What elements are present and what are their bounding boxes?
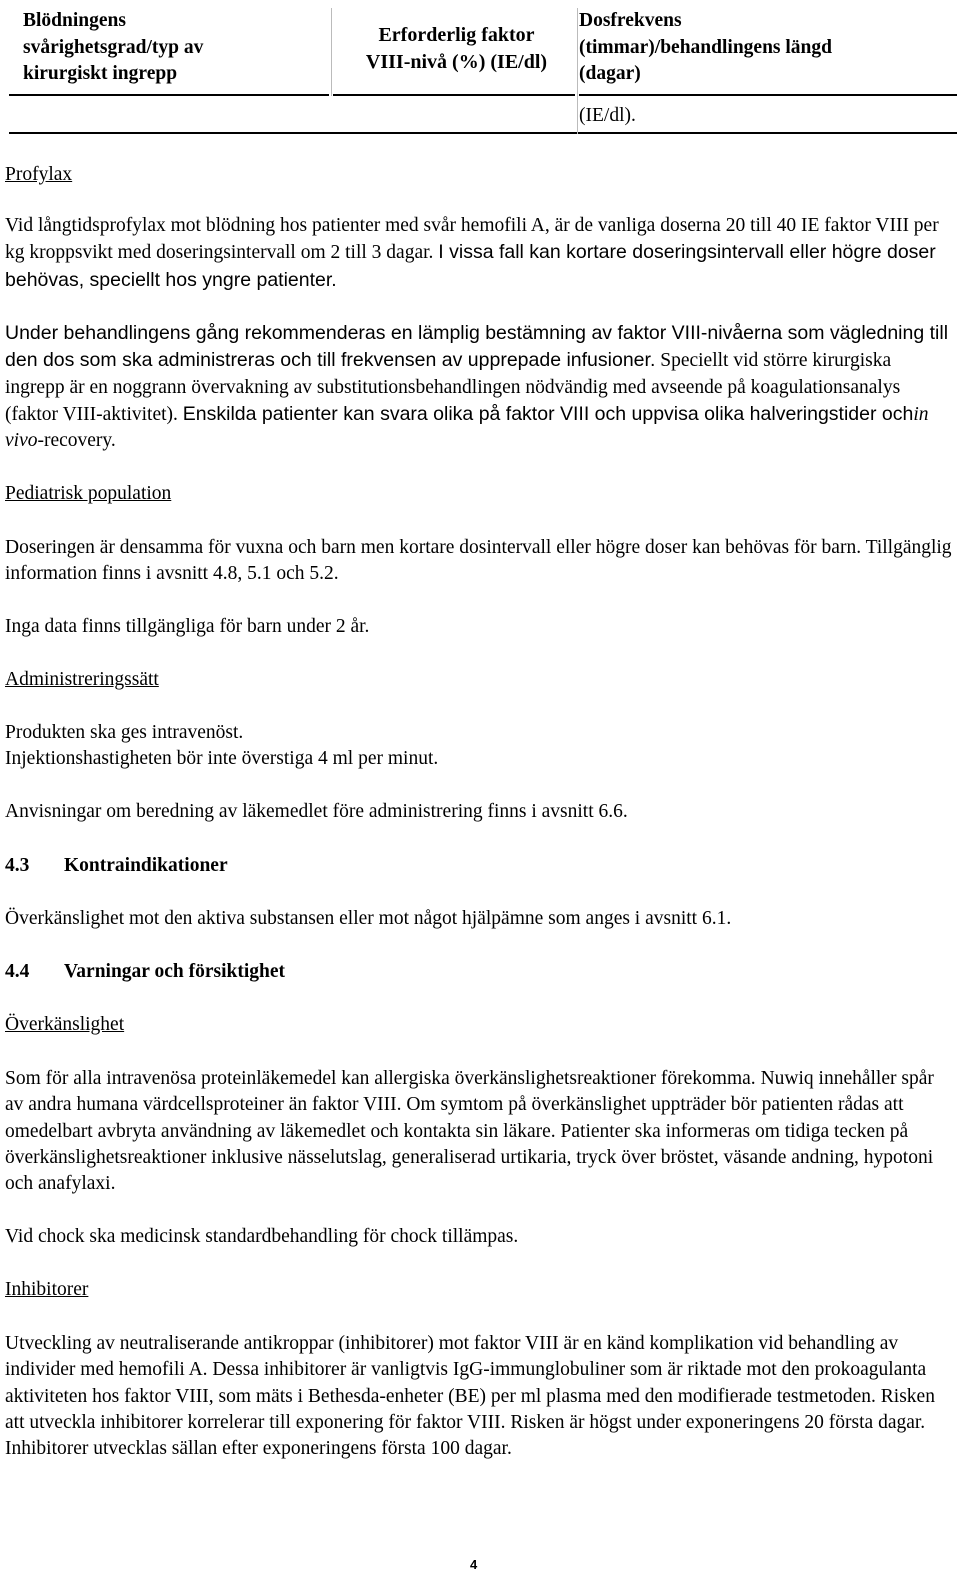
paragraph-inhibitorer: Utveckling av neutraliserande antikroppar (inhibitorer) mot faktor VIII är en känd komplikation vid behandling av individer med hemofili A. Dessa inhibitorer är vanligtvis IgG-immunglobuliner som är riktade mot den prokoagulanta aktiviteten hos faktor VIII, som mäts i Bethesda-enheter (BE) per ml plasma med den modifierade testmetoden. Risken att utveckla inhibitorer korrelerar till exponering för faktor VIII. Risken är högst under exponeringens 20 första dagar. Inhibitorer utvecklas sällan efter exponeringens första 100 dagar. (5, 1333, 935, 1460)
col2-line2: VIII-nivå (%) (IE/dl) (365, 50, 548, 73)
text-sans: I vissa fall kan kortare doseringsintervall eller högre doser behövas, speciellt hos yngre patienter. (5, 241, 936, 291)
section-heading-4-3 (5, 853, 955, 879)
col1-line1: Blödningens (23, 10, 126, 31)
text-sans: Under behandlingens gång rekommenderas en lämplig bestämning av faktor VIII-nivåerna som vägledning till den dos som ska administreras och till frekvensen av upprepade infusioner. (5, 322, 949, 372)
text: Speciellt vid större kirurgiska ingrepp är en noggrann övervakning av substitutionsbehandlingen nödvändig med avseende på koagulationsanalys (faktor VIII-aktivitet). (5, 350, 901, 425)
section-heading-4-4 (5, 959, 955, 985)
paragraph-admin-2: Anvisningar om beredning av läkemedlet före administrering finns i avsnitt 6.6. (5, 801, 628, 822)
text: Patienter ska informeras om tidiga tecken på överkänslighetsreaktioner inklusive nässelutslag, generaliserad urtikaria, tryck över bröstet, väsande andning, hypotoni och anafylaxi. (5, 1120, 934, 1195)
heading-profylax: Profylax (5, 164, 73, 185)
heading-administreringssatt: Administreringssätt (5, 669, 159, 690)
section-title: Kontraindikationer (64, 855, 228, 876)
heading-overkanslighet: Överkänslighet (5, 1014, 125, 1035)
section-title: Varningar och försiktighet (64, 961, 286, 982)
text: Som för alla intravenösa proteinläkemedel kan allergiska överkänslighetsreaktioner förekomma. (5, 1068, 756, 1089)
paragraph-profylax-1 (5, 213, 955, 294)
col-header-severity (23, 8, 333, 88)
col-header-factor-level (334, 22, 579, 75)
col-header-dose-frequency (579, 8, 949, 88)
col3-line3: (dagar) (579, 63, 641, 84)
paragraph-pediatrisk-1: Doseringen är densamma för vuxna och barn men kortare dosintervall eller högre doser kan behövas för barn. Tillgänglig information finns i avsnitt 4.8, 5.1 och 5.2. (5, 537, 952, 585)
text-sans: Enskilda patienter kan svara olika på faktor VIII och uppvisa olika halveringstider och (182, 402, 914, 425)
table-rule-bottom (9, 132, 957, 134)
table-rule (9, 94, 329, 96)
heading-inhibitorer: Inhibitorer (5, 1279, 89, 1300)
col2-line1: Erforderlig faktor (378, 24, 535, 46)
page-number: 4 (470, 1557, 478, 1572)
paragraph-profylax-2 (5, 320, 955, 454)
table-divider (331, 8, 332, 96)
admin-line2: Injektionshastigheten bör inte överstiga 4 ml per minut. (5, 748, 439, 770)
section-number: 4.4 (5, 961, 30, 982)
table-rule (579, 94, 957, 96)
paragraph-kontraindikationer: Överkänslighet mot den aktiva substansen eller mot något hjälpämne som anges i avsnitt 6.1. (5, 908, 732, 929)
table-rule (333, 94, 575, 96)
paragraph-pediatrisk-2: Inga data finns tillgängliga för barn under 2 år. (5, 616, 370, 637)
text: Vid långtidsprofylax mot blödning hos patienter med svår hemofili A, är de vanliga doserna 20 till 40 IE faktor VIII per kg kroppsvikt med doseringsintervall om 2 till 3 dagar. (5, 215, 939, 264)
text: Nuwiq innehåller spår av andra humana värdcellsproteiner än faktor VIII. Om symtom på överkänslighet uppträder bör patienten rådas att omedelbart avbryta användning av läkemedlet och kontakta sin läkare. (5, 1068, 934, 1142)
italic-in-vivo: in vivo (5, 403, 929, 452)
admin-line1: Produkten ska ges intravenöst. (5, 722, 244, 743)
col3-line2: (timmar)/behandlingens längd (579, 36, 832, 58)
dosing-table-header (9, 8, 957, 134)
paragraph-overkanslighet-2: Vid chock ska medicinsk standardbehandling för chock tillämpas. (5, 1226, 519, 1247)
col1-line3: kirurgiskt ingrepp (23, 63, 178, 84)
text: -recovery. (37, 430, 116, 452)
col1-line2: svårighetsgrad/typ av (23, 36, 204, 58)
paragraph-admin-1 (5, 720, 955, 773)
heading-pediatrisk-population: Pediatrisk population (5, 483, 172, 504)
col3-line1: Dosfrekvens (579, 10, 682, 31)
col3-sub-unit: (IE/dl). (579, 105, 636, 126)
section-number: 4.3 (5, 855, 30, 876)
paragraph-overkanslighet-1 (5, 1066, 955, 1197)
table-divider (577, 8, 578, 134)
